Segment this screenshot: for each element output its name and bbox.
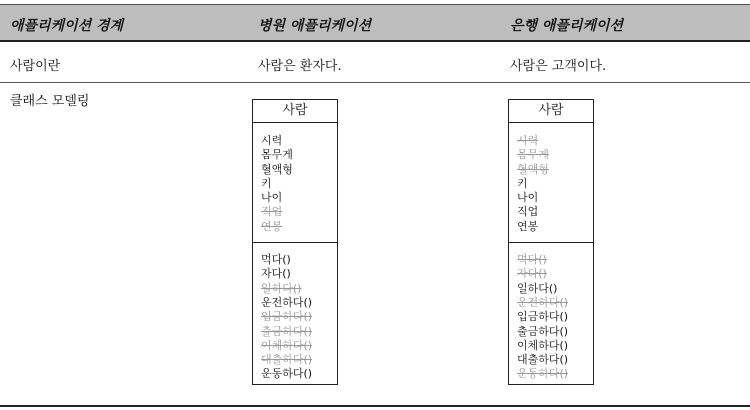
class-method: 일하다()	[261, 281, 302, 295]
class-attribute: 키	[261, 176, 272, 190]
class-method: 출금하다()	[261, 324, 313, 338]
hospital-class-box	[252, 99, 338, 385]
class-method: 자다()	[517, 267, 547, 281]
class-method: 일하다()	[517, 281, 558, 295]
header-boundary: 애플리케이션 경계	[10, 18, 124, 34]
row-divider	[0, 82, 750, 83]
class-method: 대출하다()	[517, 353, 569, 367]
class-attribute: 직업	[261, 205, 283, 219]
hospital-attributes	[253, 123, 337, 243]
class-method: 운전하다()	[517, 295, 569, 309]
hospital-person-definition: 사람은 환자다.	[258, 59, 342, 74]
class-attribute: 시력	[517, 134, 539, 147]
class-method: 출금하다()	[517, 324, 569, 338]
class-method: 이체하다()	[517, 338, 569, 352]
header-bank: 은행 애플리케이션	[510, 18, 624, 34]
table-header	[0, 4, 750, 42]
row-label-class-modeling: 클래스 모델링	[10, 94, 90, 109]
class-method: 대출하다()	[261, 353, 313, 367]
bank-methods	[509, 243, 593, 390]
class-method: 입금하다()	[261, 310, 313, 324]
hospital-methods	[253, 243, 337, 390]
class-attribute: 연봉	[517, 219, 539, 233]
hospital-class-name: 사람	[253, 100, 337, 123]
class-attribute: 키	[517, 176, 528, 190]
class-attribute: 직업	[517, 205, 539, 219]
class-attribute: 혈액형	[261, 162, 293, 176]
class-attribute: 나이	[261, 191, 283, 205]
class-attribute: 혈액형	[517, 162, 549, 176]
class-attribute: 연봉	[261, 219, 283, 233]
class-method: 운동하다()	[261, 367, 313, 381]
class-attribute: 나이	[517, 191, 539, 205]
bank-class-box	[508, 99, 594, 385]
class-method: 자다()	[261, 267, 291, 281]
class-method: 입금하다()	[517, 310, 569, 324]
class-method: 먹다()	[517, 253, 547, 267]
class-method: 운동하다()	[517, 367, 569, 381]
class-method: 운전하다()	[261, 295, 313, 309]
header-hospital: 병원 애플리케이션	[258, 18, 372, 34]
row-label-person: 사람이란	[10, 59, 61, 74]
table-bottom-border	[0, 405, 750, 407]
class-attribute: 몸무게	[517, 148, 549, 162]
bank-person-definition: 사람은 고객이다.	[510, 59, 607, 74]
class-method: 이체하다()	[261, 338, 313, 352]
class-method: 먹다()	[261, 253, 291, 267]
bank-attributes	[509, 123, 593, 243]
class-attribute: 몸무게	[261, 148, 293, 162]
bank-class-name: 사람	[509, 100, 593, 123]
class-attribute: 시력	[261, 134, 283, 147]
